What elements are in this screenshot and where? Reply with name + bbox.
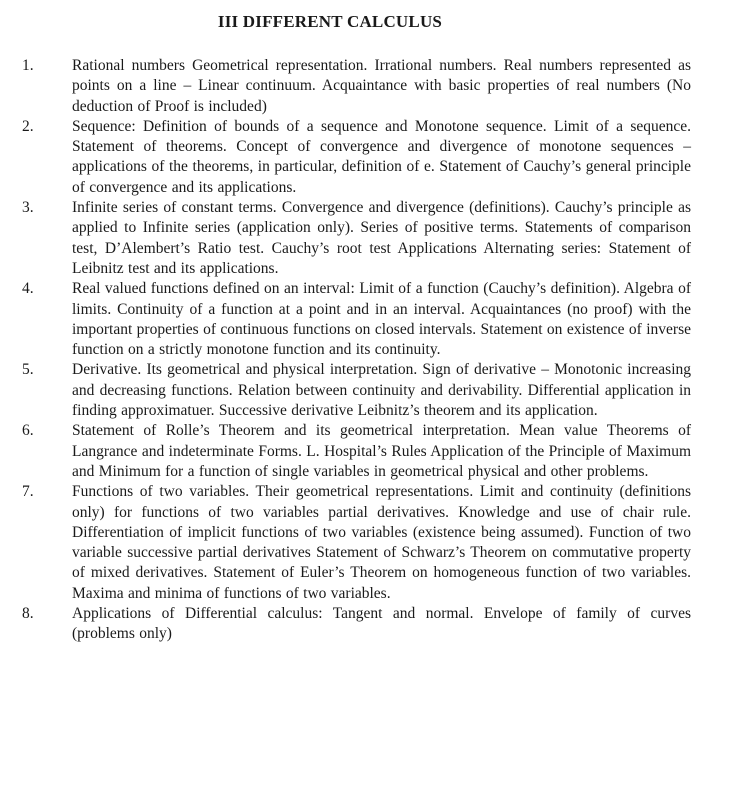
list-item-5 <box>0 360 747 421</box>
list-item-2 <box>0 117 747 198</box>
item-number: 6. <box>22 422 34 440</box>
list-item-1 <box>0 56 747 117</box>
item-text: Rational numbers Geometrical representation. Irrational numbers. Real numbers represented as points on a line – Linear continuum. Acquaintance with basic properties of real numbers (No deduction of Proof is included) <box>72 57 691 115</box>
item-text: Real valued functions defined on an interval: Limit of a function (Cauchy’s definition). Algebra of limits. Continuity of a function at a point and in an interval. Acquaintances (no proof) with the important properties of continuous functions on closed intervals. Statement on existence of inverse function on a strictly monotone function and its continuity. <box>72 280 691 359</box>
list-item-6 <box>0 421 747 482</box>
item-text: Derivative. Its geometrical and physical interpretation. Sign of derivative – Monotonic increasing and decreasing functions. Relation between continuity and derivability. Differential application in finding approximatuer. Successive derivative Leibnitz’s theorem and its application. <box>72 361 691 420</box>
list-item-7 <box>0 482 747 604</box>
item-number: 5. <box>22 361 34 379</box>
item-number: 7. <box>22 483 34 501</box>
list-item-8 <box>0 604 747 645</box>
item-text: Applications of Differential calculus: Tangent and normal. Envelope of family of curves (problems only) <box>72 605 691 643</box>
item-text: Sequence: Definition of bounds of a sequence and Monotone sequence. Limit of a sequence. Statement of theorems. Concept of convergence and divergence of monotone sequences – applications of the theorems, in particular, definition of e. Statement of Cauchy’s general principle of convergence and its applications. <box>72 117 691 196</box>
item-number: 3. <box>22 199 34 217</box>
item-number: 2. <box>22 117 34 135</box>
item-text: Statement of Rolle’s Theorem and its geometrical interpretation. Mean value Theorems of Langrance and indeterminate Forms. L. Hospital’s Rules Application of the Principle of Maximum and Minimum for a function of single variables in geometrical physical and other problems. <box>72 422 691 480</box>
page-title: III DIFFERENT CALCULUS <box>217 12 443 31</box>
list-item-4 <box>0 279 747 360</box>
item-text: Infinite series of constant terms. Convergence and divergence (definitions). Cauchy’s principle as applied to Infinite series (application only). Series of positive terms. Statements of comparison test, D’Alembert’s Ratio test. Cauchy’s root test Applications Alternating series: Statement of Leibnitz test and its applications. <box>72 199 691 277</box>
item-number: 8. <box>22 605 34 623</box>
item-number: 1. <box>22 57 34 74</box>
item-text: Functions of two variables. Their geometrical representations. Limit and continuity (definitions only) for functions of two variables partial derivatives. Knowledge and use of chair rule. Differentiation of implicit functions of two variables (existence being assumed). Function of two variable successive partial derivatives Statement of Schwarz’s Theorem on commutative property of mixed derivatives. Statement of Euler’s Theorem on homogeneous function of two variables. Maxima and minima of functions of two variables. <box>72 483 691 602</box>
item-number: 4. <box>22 280 34 298</box>
syllabus-list <box>0 56 747 645</box>
list-item-3 <box>0 198 747 279</box>
